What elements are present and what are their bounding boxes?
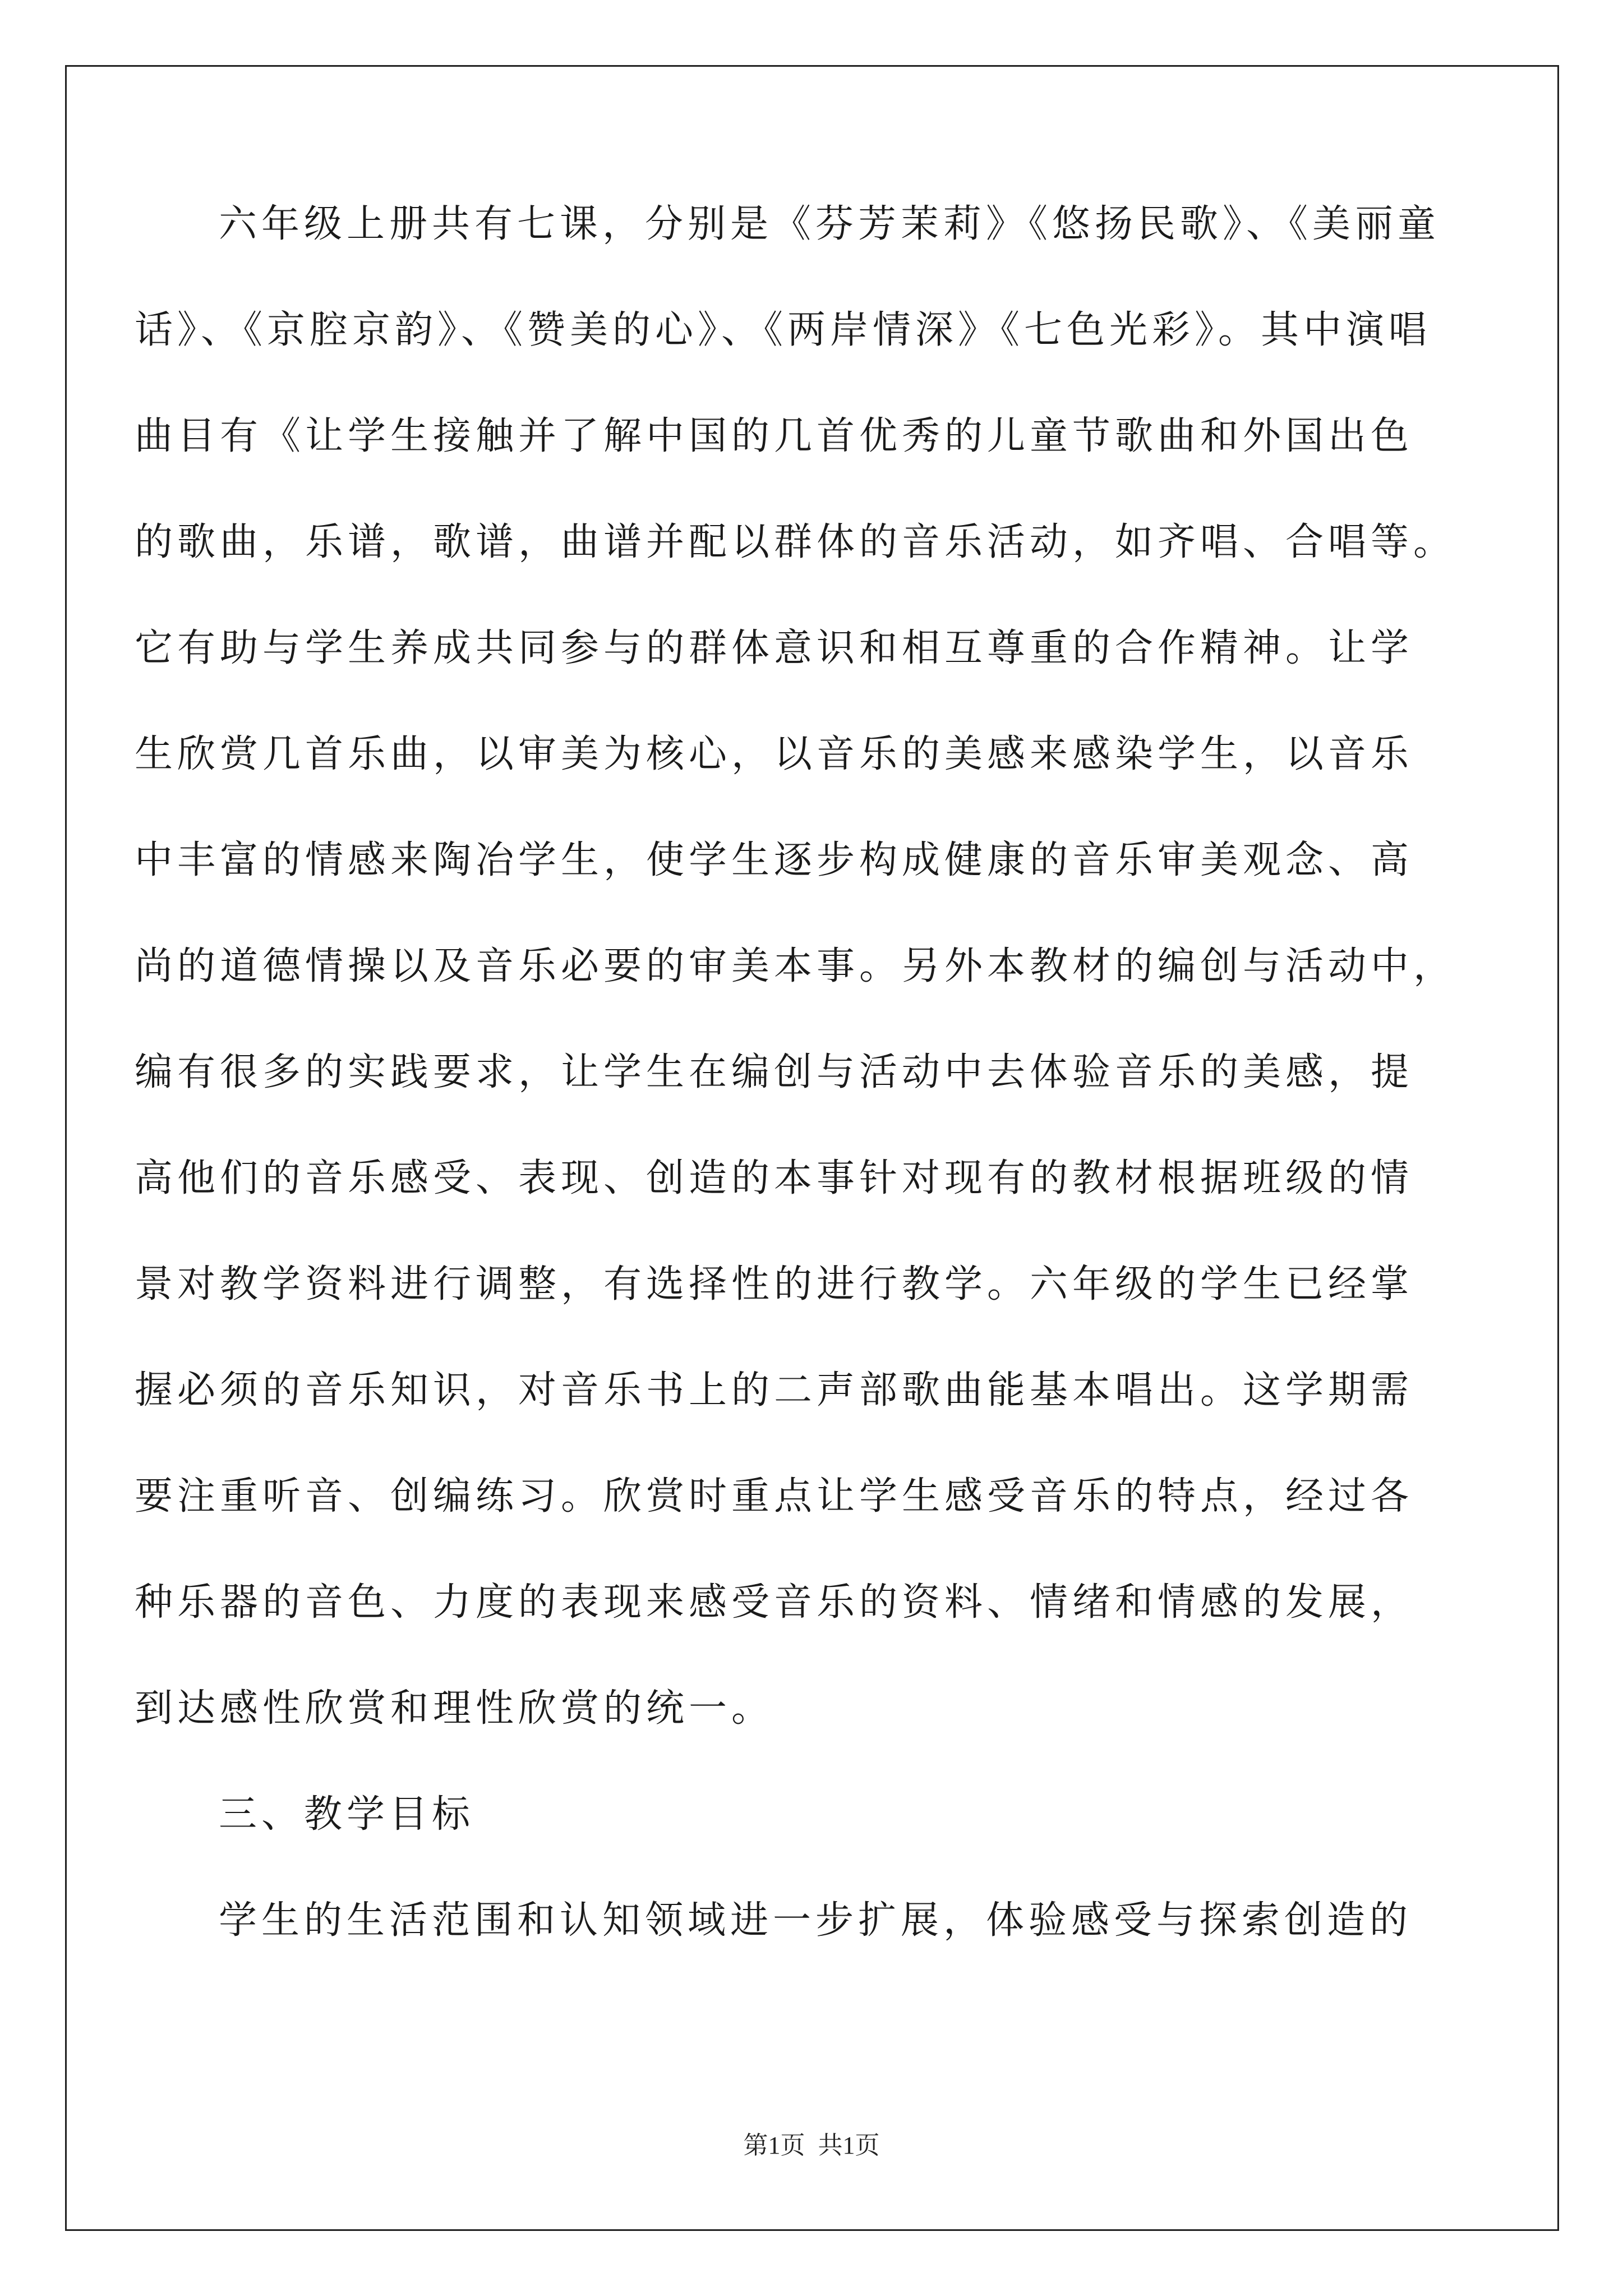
- paragraph-line: 种乐器的音色、力度的表现来感受音乐的资料、情绪和情感的发展，: [135, 1580, 1414, 1625]
- page-number: 第1页: [743, 2132, 805, 2159]
- paragraph-line: 到达感性欣赏和理性欣赏的统一。: [135, 1686, 774, 1731]
- paragraph-line: 编有很多的实践要求，让学生在编创与活动中去体验音乐的美感，提: [135, 1050, 1414, 1094]
- paragraph-line: 学生的生活范围和认知领域进一步扩展，体验感受与探索创造的: [219, 1898, 1413, 1943]
- paragraph-line: 的歌曲，乐谱，歌谱，曲谱并配以群体的音乐活动，如齐唱、合唱等。: [135, 520, 1456, 564]
- paragraph-line: 尚的道德情操以及音乐必要的审美本事。另外本教材的编创与活动中，: [135, 944, 1456, 988]
- paragraph-line: 中丰富的情感来陶冶学生，使学生逐步构成健康的音乐审美观念、高: [135, 838, 1414, 882]
- paragraph-line: 高他们的音乐感受、表现、创造的本事针对现有的教材根据班级的情: [135, 1156, 1414, 1200]
- paragraph-line: 握必须的音乐知识，对音乐书上的二声部歌曲能基本唱出。这学期需: [135, 1368, 1414, 1412]
- paragraph-line: 景对教学资料进行调整，有选择性的进行教学。六年级的学生已经掌: [135, 1262, 1414, 1306]
- page-footer: [0, 2129, 1623, 2162]
- paragraph-line: 要注重听音、创编练习。欣赏时重点让学生感受音乐的特点，经过各: [135, 1474, 1414, 1519]
- section-heading: 三、教学目标: [219, 1792, 475, 1837]
- paragraph-line: 它有助与学生养成共同参与的群体意识和相互尊重的合作精神。让学: [135, 626, 1414, 670]
- paragraph-line: 话》、《京腔京韵》、《赞美的心》、《两岸情深》《七色光彩》。其中演唱: [135, 308, 1432, 352]
- paragraph-line: 曲目有《让学生接触并了解中国的几首优秀的儿童节歌曲和外国出色: [135, 414, 1414, 458]
- paragraph-line: 六年级上册共有七课，分别是《芬芳茉莉》《悠扬民歌》、《美丽童: [219, 202, 1441, 246]
- page-total: 共1页: [818, 2132, 880, 2159]
- paragraph-line: 生欣赏几首乐曲，以审美为核心，以音乐的美感来感染学生，以音乐: [135, 732, 1414, 776]
